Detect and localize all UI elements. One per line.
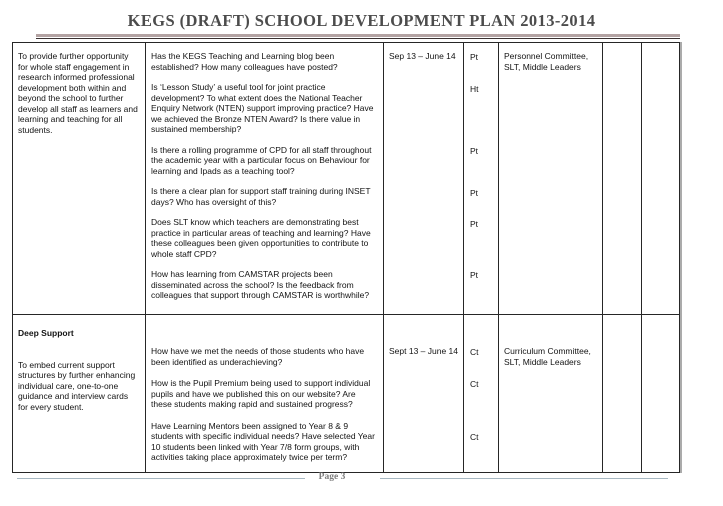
timeline-cell	[384, 43, 464, 315]
code-label: Ct	[470, 347, 479, 357]
code-label: Ht	[470, 84, 479, 94]
owners-text: Personnel Committee, SLT, Middle Leaders	[504, 51, 589, 72]
owners-cell	[499, 315, 603, 472]
code-label: Pt	[470, 270, 479, 280]
owners-cell	[499, 43, 603, 315]
code-label: Pt	[470, 219, 479, 229]
question-text: Have Learning Mentors been assigned to Year 8 & 9 students with specific individual needs? Have selected Year 10 students been linked with Year 7/8 form groups, with activities taking place approximately twice per term?	[151, 420, 375, 462]
questions-cell	[146, 315, 384, 472]
review-cell	[642, 43, 679, 315]
code-label: Pt	[470, 146, 479, 156]
code-label: Ct	[470, 379, 479, 389]
timeline-cell	[384, 315, 464, 472]
question-text: Has the KEGS Teaching and Learning blog been established? How many colleagues have posted?	[151, 51, 338, 72]
code-label: Ct	[470, 432, 479, 442]
development-plan-table	[12, 42, 680, 473]
question-text: Is there a rolling programme of CPD for all staff throughout the academic year with a particular focus on Behaviour for learning and Ipads as a teaching tool?	[151, 144, 372, 176]
question-text: Does SLT know which teachers are demonstrating best practice in particular areas of teaching and learning? Have these colleagues been given opportunities to contribute to whole staff CPD?	[151, 217, 371, 259]
review-cell	[603, 43, 642, 315]
objective-text: To embed current support structures by further enhancing individual care, one-to-one guidance and interview cards for every student.	[18, 359, 136, 412]
questions-cell	[146, 43, 384, 315]
owners-text: Curriculum Committee, SLT, Middle Leaders	[504, 346, 591, 367]
question-text: Is ‘Lesson Study’ a useful tool for joint practice development? To what extent does the National Teacher Enquiry Network (NTEN) support improving practice? Have we achieved the Bronze NTEN Award? Is there value in sustained membership?	[151, 82, 374, 134]
review-cell	[603, 315, 642, 472]
timeline-text: Sept 13 – June 14	[389, 346, 459, 356]
objective-cell	[13, 43, 146, 315]
objective-heading: Deep Support	[18, 328, 74, 338]
codes-cell	[464, 315, 499, 472]
question-text: How is the Pupil Premium being used to support individual pupils and have we published this on our website? Are these students making rapid and sustained progress?	[151, 378, 371, 409]
question-text: How have we met the needs of those students who have been identified as underachieving?	[151, 346, 365, 367]
review-cell	[642, 315, 679, 472]
question-text: Is there a clear plan for support staff training during INSET days? Who has oversight of this?	[151, 186, 371, 207]
timeline-text: Sep 13 – June 14	[389, 51, 456, 61]
codes-cell	[464, 43, 499, 315]
objective-text: To provide further opportunity for whole staff engagement in research informed professional development both within and beyond the school to further develop all staff as learners and learning and teaching for all students.	[18, 51, 138, 135]
footer-rule-left	[17, 478, 305, 479]
objective-cell	[13, 315, 146, 472]
footer-rule-right	[380, 478, 668, 479]
code-label: Pt	[470, 188, 479, 198]
code-label: Pt	[470, 52, 479, 62]
page-number: Page 3	[318, 472, 346, 482]
page-title: KEGS (DRAFT) SCHOOL DEVELOPMENT PLAN 2013-2014	[127, 11, 596, 30]
question-text: How has learning from CAMSTAR projects been disseminated across the school? Is the feedback from colleagues that support through CAMSTAR is worthwhile?	[151, 269, 370, 300]
title-underline	[36, 34, 680, 39]
